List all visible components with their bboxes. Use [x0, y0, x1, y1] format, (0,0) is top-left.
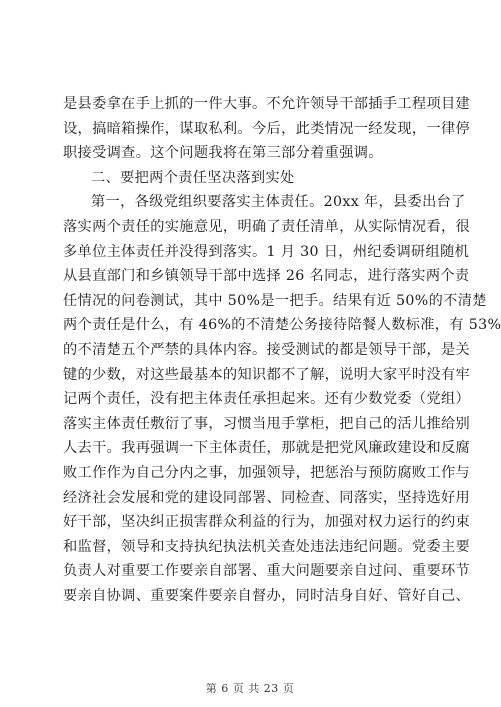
text-line: 设，搞暗箱操作，谋取私利。今后，此类情况一经发现，一律停 — [63, 120, 471, 137]
text-line: 人去干。我再强调一下主体责任，那就是把党风廉政建设和反腐 — [63, 440, 471, 457]
body-text — [63, 92, 501, 608]
text-line: 要亲自协调、重要案件要亲自督办，同时洁身自好、管好自己、 — [63, 587, 471, 604]
text-line: 落实主体责任敷衍了事，习惯当甩手掌柜，把自己的活儿推给别 — [63, 415, 471, 432]
text-line: 多单位主体责任并没得到落实。1 月 30 日，州纪委调研组随机 — [63, 243, 470, 260]
text-line: 是县委拿在手上抓的一件大事。不允许领导干部插手工程项目建 — [63, 96, 471, 112]
text-line: 负责人对重要工作要亲自部署、重大问题要亲自过问、重要环节 — [63, 563, 471, 580]
text-line: 第一，各级党组织要落实主体责任。20xx 年，县委出台了 — [91, 194, 466, 211]
text-line: 和监督，领导和支持执纪执法机关查处违法违纪问题。党委主要 — [63, 538, 471, 555]
text-line: 好干部，坚决纠正损害群众利益的行为，加强对权力运行的约束 — [63, 514, 471, 531]
page-number-footer: 第 6 页 共 23 页 — [205, 682, 295, 695]
text-line: 的不清楚五个严禁的具体内容。接受测试的都是领导干部，是关 — [63, 341, 471, 358]
text-line: 落实两个责任的实施意见，明确了责任清单，从实际情况看，很 — [63, 218, 471, 235]
text-line: 任情况的问卷测试，其中 50%是一把手。结果有近 50%的不清楚 — [63, 292, 487, 309]
text-line: 从县直部门和乡镇领导干部中选择 26 名同志，进行落实两个责 — [63, 268, 470, 285]
text-line: 记两个责任，没有把主体责任承担起来。还有少数党委（党组） — [63, 391, 471, 408]
text-line: 经济社会发展和党的建设同部署、同检查、同落实，坚持选好用 — [63, 489, 471, 506]
text-line: 两个责任是什么，有 46%的不清楚公务接待陪餐人数标准，有 53% — [63, 317, 501, 334]
section-heading: 二、要把两个责任坚决落到实处 — [91, 169, 295, 186]
text-line: 职接受调查。这个问题我将在第三部分着重强调。 — [63, 145, 383, 162]
text-line: 败工作作为自己分内之事，加强领导，把惩治与预防腐败工作与 — [63, 464, 471, 481]
text-line: 键的少数，对这些最基本的知识都不了解，说明大家平时没有牢 — [63, 366, 471, 383]
